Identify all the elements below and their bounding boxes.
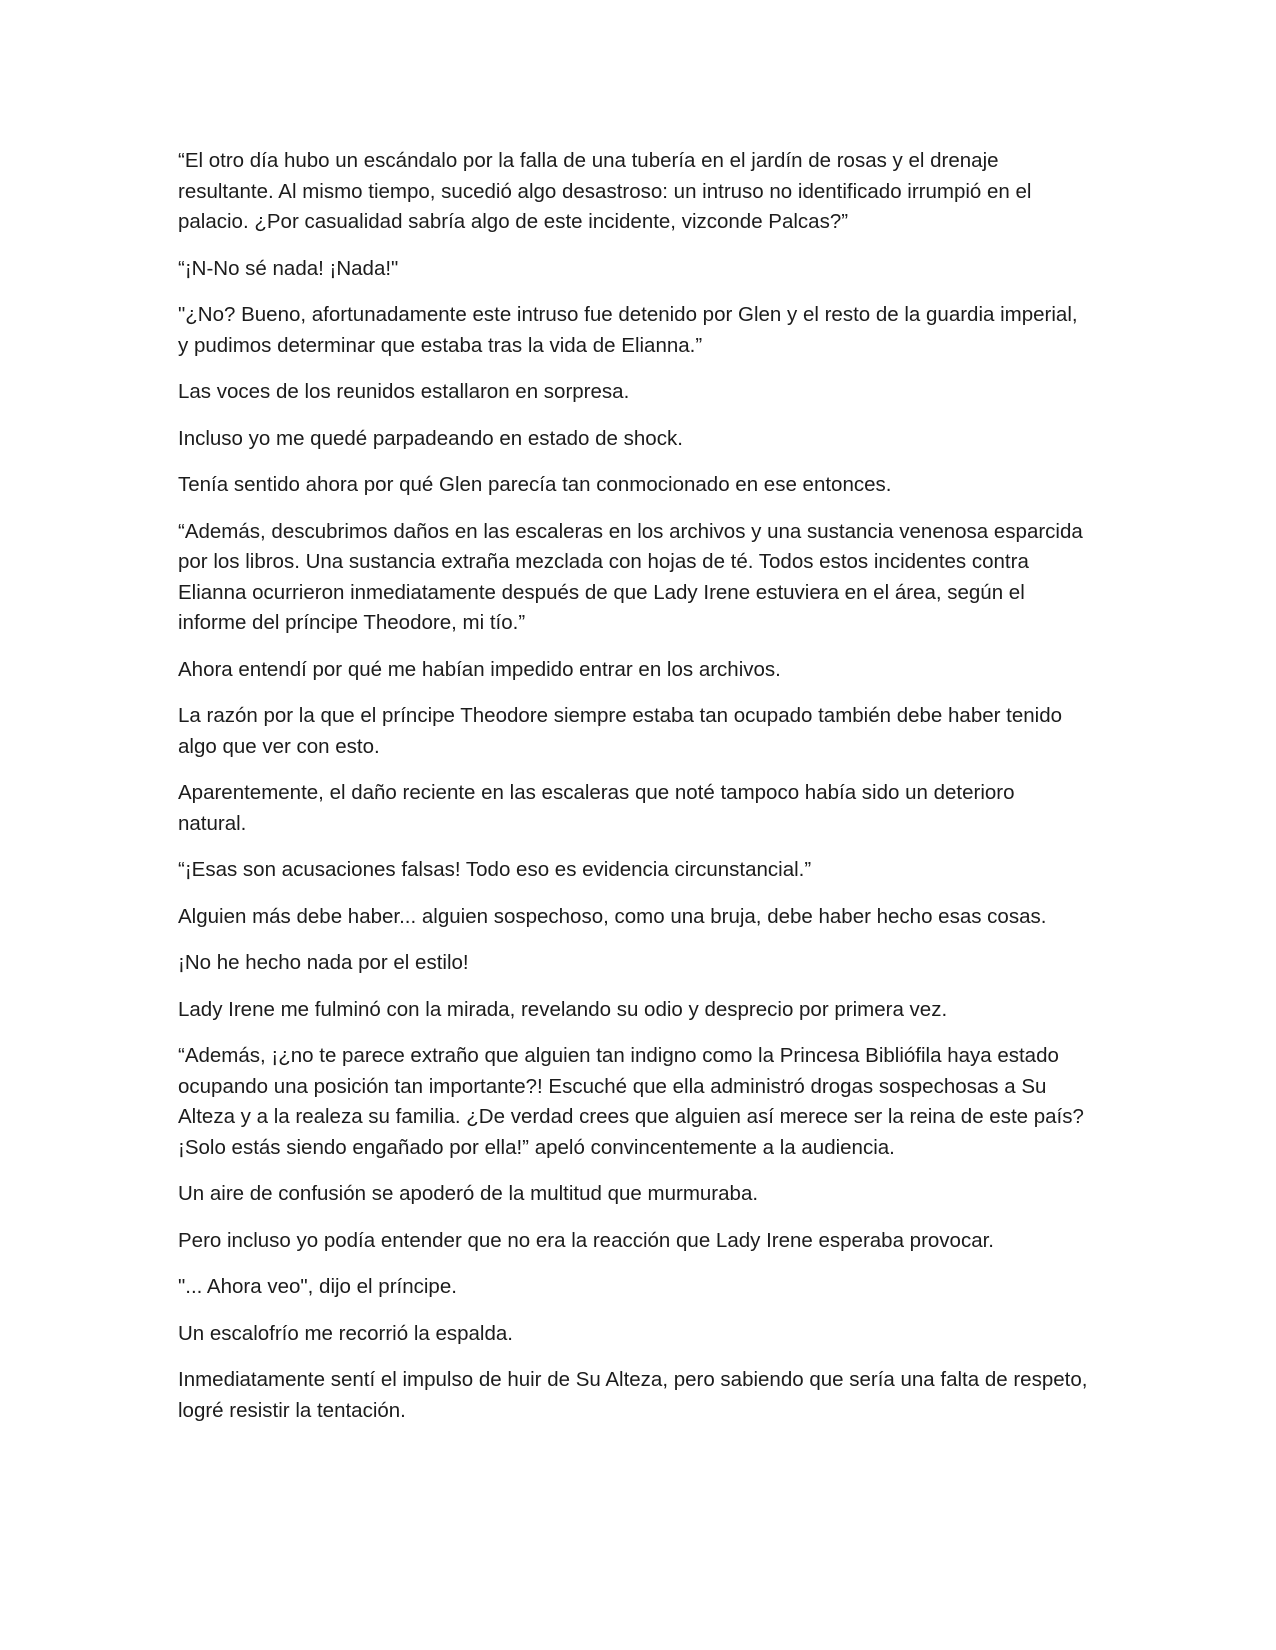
- paragraph-17: Pero incluso yo podía entender que no era la reacción que Lady Irene esperaba provocar.: [178, 1228, 994, 1252]
- paragraph-3: "¿No? Bueno, afortunadamente este intruso fue detenido por Glen y el resto de la guardia imperial, y pudimos determinar que estaba tras la vida de Elianna.”: [178, 303, 1078, 357]
- paragraph-6: Tenía sentido ahora por qué Glen parecía tan conmocionado en ese entonces.: [178, 473, 892, 496]
- paragraph-16: Un aire de confusión se apoderó de la multitud que murmuraba.: [178, 1182, 759, 1205]
- paragraph-11: “¡Esas son acusaciones falsas! Todo eso es evidencia circunstancial.”: [178, 858, 812, 881]
- paragraph-5: Incluso yo me quedé parpadeando en estado de shock.: [178, 426, 683, 450]
- paragraph-7: “Además, descubrimos daños en las escaleras en los archivos y una sustancia venenosa esparcida por los libros. Una sustancia extraña mezclada con hojas de té. Todos estos incidentes contra Elianna ocurrieron inmediatamente después de que Lady Irene estuviera en el área, según el informe del príncipe Theodore, mi tío.”: [178, 519, 1083, 634]
- paragraph-19: Un escalofrío me recorrió la espalda.: [178, 1321, 513, 1345]
- document-body: [178, 146, 1088, 1442]
- paragraph-20: Inmediatamente sentí el impulso de huir de Su Alteza, pero sabiendo que sería una falta de respeto, logré resistir la tentación.: [178, 1368, 1088, 1422]
- paragraph-14: Lady Irene me fulminó con la mirada, revelando su odio y desprecio por primera vez.: [178, 997, 948, 1021]
- paragraph-2: “¡N-No sé nada! ¡Nada!": [178, 256, 399, 280]
- paragraph-10: Aparentemente, el daño reciente en las escaleras que noté tampoco había sido un deterioro natural.: [178, 781, 1015, 835]
- paragraph-9: La razón por la que el príncipe Theodore siempre estaba tan ocupado también debe haber tenido algo que ver con esto.: [178, 704, 1063, 758]
- paragraph-13: ¡No he hecho nada por el estilo!: [178, 951, 469, 974]
- paragraph-15: “Además, ¡¿no te parece extraño que alguien tan indigno como la Princesa Bibliófila haya estado ocupando una posición tan importante?! Escuché que ella administró drogas sospechosas a Su Alteza y a la realeza su familia. ¿De verdad crees que alguien así merece ser la reina de este país? ¡Solo estás siendo engañado por ella!” apeló convincentemente a la audiencia.: [178, 1044, 1084, 1159]
- paragraph-12: Alguien más debe haber... alguien sospechoso, como una bruja, debe haber hecho esas cosas.: [178, 904, 1047, 928]
- paragraph-8: Ahora entendí por qué me habían impedido entrar en los archivos.: [178, 657, 781, 681]
- paragraph-18: "... Ahora veo", dijo el príncipe.: [178, 1275, 457, 1298]
- paragraph-1: “El otro día hubo un escándalo por la falla de una tubería en el jardín de rosas y el drenaje resultante. Al mismo tiempo, sucedió algo desastroso: un intruso no identificado irrumpió en el palacio. ¿Por casualidad sabría algo de este incidente, vizconde Palcas?”: [178, 149, 1032, 233]
- paragraph-4: Las voces de los reunidos estallaron en sorpresa.: [178, 380, 630, 403]
